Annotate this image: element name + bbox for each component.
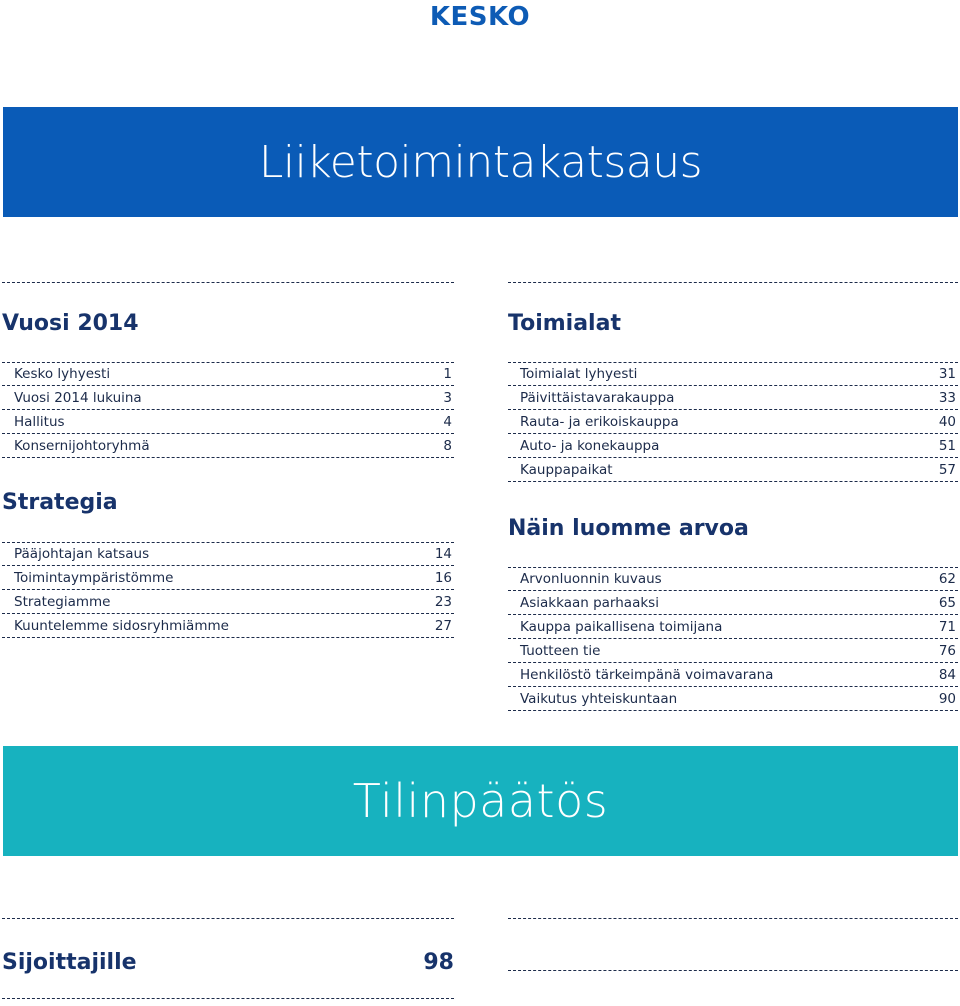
toc-item-page: 40: [938, 413, 956, 430]
investors-bottom-divider: [2, 998, 454, 999]
toc-item-label: Hallitus: [14, 413, 65, 430]
investors-top-divider: [2, 918, 454, 919]
toc-item-label: Toimintaympäristömme: [14, 569, 174, 586]
toc-item[interactable]: [508, 663, 958, 687]
toc-item-label: Kauppapaikat: [520, 461, 613, 478]
toc-item[interactable]: [2, 566, 454, 590]
toc-item[interactable]: [2, 614, 454, 638]
toc-item[interactable]: [508, 639, 958, 663]
toc-item[interactable]: [2, 410, 454, 434]
investors-label: Sijoittajille: [2, 950, 137, 975]
section-title: Toimialat: [508, 311, 621, 336]
toc-item[interactable]: [2, 386, 454, 410]
toc-item-page: 27: [434, 617, 452, 634]
toc-list-toimialat: [508, 362, 958, 482]
toc-item[interactable]: [508, 615, 958, 639]
business-review-banner: [3, 107, 958, 217]
toc-item-label: Tuotteen tie: [520, 642, 601, 659]
toc-item[interactable]: [508, 386, 958, 410]
toc-item[interactable]: [2, 434, 454, 458]
toc-item-label: Päivittäistavarakauppa: [520, 389, 675, 406]
toc-item[interactable]: [508, 362, 958, 386]
toc-item[interactable]: [2, 590, 454, 614]
section-title: Vuosi 2014: [2, 311, 139, 336]
toc-list-strategia: [2, 542, 454, 638]
toc-item-page: 62: [938, 571, 956, 587]
business-review-title: Liiketoimintakatsaus: [258, 136, 703, 188]
toc-item-label: Strategiamme: [14, 593, 111, 610]
toc-item-label: Henkilöstö tärkeimpänä voimavarana: [520, 666, 774, 683]
toc-list-vuosi-2014: [2, 362, 454, 458]
toc-item-investors[interactable]: [2, 950, 454, 975]
right-bottom-divider-1: [508, 918, 958, 919]
toc-item[interactable]: [508, 434, 958, 458]
toc-item-page: 23: [434, 593, 452, 610]
toc-item-page: 3: [443, 389, 452, 406]
toc-item-label: Rauta- ja erikoiskauppa: [520, 413, 679, 430]
toc-item-page: 71: [938, 618, 956, 635]
toc-item-label: Toimialat lyhyesti: [520, 366, 638, 382]
left-top-divider: [2, 282, 454, 283]
toc-item[interactable]: [2, 362, 454, 386]
financials-banner: [3, 746, 958, 856]
toc-item-page: 65: [938, 594, 956, 611]
section-nain-luomme-arvoa: [508, 516, 958, 541]
toc-item[interactable]: [508, 567, 958, 591]
right-bottom-divider-2: [508, 970, 958, 971]
toc-item-label: Arvonluonnin kuvaus: [520, 571, 662, 587]
toc-item-label: Auto- ja konekauppa: [520, 437, 660, 454]
toc-item[interactable]: [508, 591, 958, 615]
section-title: Näin luomme arvoa: [508, 516, 749, 541]
section-strategia: [2, 490, 454, 515]
toc-item-label: Kuuntelemme sidosryhmiämme: [14, 617, 229, 634]
toc-item-label: Kesko lyhyesti: [14, 366, 111, 382]
toc-item[interactable]: [2, 542, 454, 566]
toc-item-page: 51: [938, 437, 956, 454]
toc-item-page: 84: [938, 666, 956, 683]
toc-item-page: 31: [938, 366, 956, 382]
toc-item-label: Vuosi 2014 lukuina: [14, 389, 142, 406]
toc-item-page: 1: [443, 366, 452, 382]
toc-item[interactable]: [508, 687, 958, 711]
toc-item-label: Vaikutus yhteiskuntaan: [520, 690, 678, 707]
toc-list-nain-luomme-arvoa: [508, 567, 958, 711]
toc-item-page: 16: [434, 569, 452, 586]
right-top-divider: [508, 282, 958, 283]
toc-item-label: Kauppa paikallisena toimijana: [520, 618, 723, 635]
toc-item-label: Asiakkaan parhaaksi: [520, 594, 659, 611]
financials-title: Tilinpäätös: [352, 774, 609, 828]
toc-item-page: 57: [938, 461, 956, 478]
toc-item[interactable]: [508, 410, 958, 434]
toc-item-page: 33: [938, 389, 956, 406]
toc-item[interactable]: [508, 458, 958, 482]
toc-item-label: Pääjohtajan katsaus: [14, 546, 150, 562]
kesko-logo: KESKO: [429, 2, 531, 32]
toc-item-page: 90: [938, 690, 956, 707]
toc-item-page: 76: [938, 642, 956, 659]
section-vuosi-2014: [2, 311, 454, 336]
section-toimialat: [508, 311, 958, 336]
toc-item-page: 4: [443, 413, 452, 430]
toc-item-page: 8: [443, 437, 452, 454]
investors-page: 98: [423, 950, 454, 975]
toc-item-label: Konsernijohtoryhmä: [14, 437, 150, 454]
toc-item-page: 14: [434, 546, 452, 562]
section-title: Strategia: [2, 490, 118, 515]
